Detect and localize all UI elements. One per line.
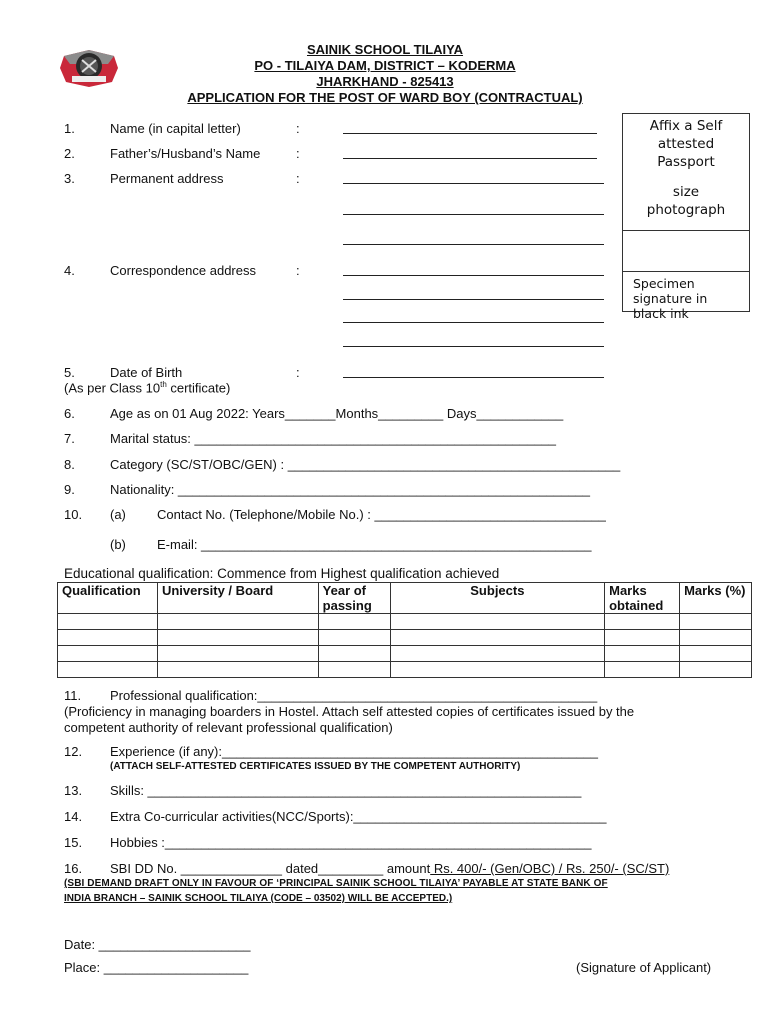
table-cell[interactable] bbox=[680, 630, 752, 646]
table-row bbox=[58, 662, 752, 678]
photo-instruction-2: attested bbox=[657, 136, 715, 152]
date-field[interactable]: Date: _____________________ bbox=[64, 937, 251, 952]
skills-field[interactable]: Skills: ____________________________________________________________ bbox=[110, 783, 582, 798]
field-num-4: 4. bbox=[64, 263, 75, 278]
permanent-address-line-1[interactable] bbox=[343, 183, 604, 184]
table-cell[interactable] bbox=[390, 630, 605, 646]
field-num-11: 11. bbox=[64, 688, 82, 703]
field-num-7: 7. bbox=[64, 431, 75, 446]
education-caption: Educational qualification: Commence from Highest qualification achieved bbox=[64, 566, 500, 581]
colon: : bbox=[296, 121, 300, 136]
table-cell[interactable] bbox=[58, 662, 158, 678]
table-cell[interactable] bbox=[157, 614, 318, 630]
field-num-3: 3. bbox=[64, 171, 75, 186]
name-label: Name (in capital letter) bbox=[110, 121, 241, 136]
field-num-5: 5. bbox=[64, 365, 75, 380]
table-cell[interactable] bbox=[157, 646, 318, 662]
signature-divider bbox=[623, 271, 749, 272]
field-num-16: 16. bbox=[64, 861, 83, 876]
dob-label: Date of Birth bbox=[110, 365, 183, 380]
professional-qualification-field[interactable]: Professional qualification:_______________________________________________ bbox=[110, 688, 598, 703]
name-field[interactable] bbox=[343, 133, 597, 134]
field-num-15: 15. bbox=[64, 835, 83, 850]
table-cell[interactable] bbox=[390, 646, 605, 662]
category-field[interactable]: Category (SC/ST/OBC/GEN) : ______________________________________________ bbox=[110, 457, 621, 472]
professional-note-2: competent authority of relevant professional qualification) bbox=[64, 720, 393, 735]
dd-note-1: (SBI DEMAND DRAFT ONLY IN FAVOUR OF ‘PRINCIPAL SAINIK SCHOOL TILAIYA’ PAYABLE AT STATE BANK OF bbox=[64, 878, 608, 889]
correspondence-address-line-2[interactable] bbox=[343, 299, 604, 300]
col-university: University / Board bbox=[157, 583, 318, 614]
contact-number-field[interactable]: Contact No. (Telephone/Mobile No.) : ________________________________ bbox=[157, 507, 606, 522]
table-cell[interactable] bbox=[680, 614, 752, 630]
field-num-8: 8. bbox=[64, 457, 75, 472]
table-cell[interactable] bbox=[58, 630, 158, 646]
table-cell[interactable] bbox=[605, 614, 680, 630]
experience-note: (ATTACH SELF-ATTESTED CERTIFICATES ISSUED BY THE COMPETENT AUTHORITY) bbox=[110, 761, 521, 772]
table-cell[interactable] bbox=[390, 662, 605, 678]
col-marks: Marks obtained bbox=[605, 583, 680, 614]
permanent-address-line-3[interactable] bbox=[343, 244, 604, 245]
table-cell[interactable] bbox=[318, 662, 390, 678]
nationality-field[interactable]: Nationality: _________________________________________________________ bbox=[110, 482, 591, 497]
experience-field[interactable]: Experience (if any):____________________________________________________ bbox=[110, 744, 598, 759]
table-cell[interactable] bbox=[680, 662, 752, 678]
table-cell[interactable] bbox=[680, 646, 752, 662]
marital-status-field[interactable]: Marital status: __________________________________________________ bbox=[110, 431, 557, 446]
permanent-address-label: Permanent address bbox=[110, 171, 224, 186]
permanent-address-line-2[interactable] bbox=[343, 214, 604, 215]
father-name-label: Father’s/Husband’s Name bbox=[110, 146, 261, 161]
colon: : bbox=[296, 146, 300, 161]
field-num-10: 10. bbox=[64, 507, 83, 522]
school-address: PO - TILAIYA DAM, DISTRICT – KODERMA bbox=[254, 58, 516, 73]
col-qualification: Qualification bbox=[58, 583, 158, 614]
field-num-2: 2. bbox=[64, 146, 75, 161]
table-cell[interactable] bbox=[605, 646, 680, 662]
professional-note: (Proficiency in managing boarders in Hostel. Attach self attested copies of certificates issued by the bbox=[64, 704, 635, 719]
correspondence-address-label: Correspondence address bbox=[110, 263, 256, 278]
school-state: JHARKHAND - 825413 bbox=[316, 74, 454, 89]
correspondence-address-line-4[interactable] bbox=[343, 346, 604, 347]
contact-sub-b: (b) bbox=[110, 537, 126, 552]
table-cell[interactable] bbox=[318, 630, 390, 646]
place-field[interactable]: Place: ____________________ bbox=[64, 960, 249, 975]
dd-note-2: INDIA BRANCH – SAINIK SCHOOL TILAIYA (CODE – 03502) WILL BE ACCEPTED.) bbox=[64, 893, 453, 904]
photo-instruction-5: photograph bbox=[646, 202, 726, 218]
correspondence-address-line-3[interactable] bbox=[343, 322, 604, 323]
col-subjects: Subjects bbox=[390, 583, 605, 614]
table-cell[interactable] bbox=[318, 614, 390, 630]
contact-sub-a: (a) bbox=[110, 507, 126, 522]
photo-instruction-3: Passport bbox=[657, 154, 715, 170]
table-cell[interactable] bbox=[605, 630, 680, 646]
age-field[interactable]: Age as on 01 Aug 2022: Years_______Months_________ Days____________ bbox=[110, 406, 564, 421]
field-num-9: 9. bbox=[64, 482, 75, 497]
hobbies-field[interactable]: Hobbies :___________________________________________________________ bbox=[110, 835, 592, 850]
colon: : bbox=[296, 171, 300, 186]
table-row bbox=[58, 614, 752, 630]
table-cell[interactable] bbox=[58, 646, 158, 662]
field-num-1: 1. bbox=[64, 121, 75, 136]
col-year: Year of passing bbox=[318, 583, 390, 614]
colon: : bbox=[296, 263, 300, 278]
table-cell[interactable] bbox=[157, 630, 318, 646]
photo-instruction-1: Affix a Self bbox=[649, 118, 723, 134]
table-cell[interactable] bbox=[157, 662, 318, 678]
table-cell[interactable] bbox=[318, 646, 390, 662]
photo-instruction-4: size bbox=[672, 184, 700, 200]
table-row bbox=[58, 630, 752, 646]
field-num-14: 14. bbox=[64, 809, 83, 824]
correspondence-address-line-1[interactable] bbox=[343, 275, 604, 276]
father-name-field[interactable] bbox=[343, 158, 597, 159]
dob-note: (As per Class 10th certificate) bbox=[64, 380, 231, 396]
field-num-6: 6. bbox=[64, 406, 75, 421]
colon: : bbox=[296, 365, 300, 380]
education-table bbox=[57, 582, 752, 678]
dd-amount: Rs. 400/- (Gen/OBC) / Rs. 250/- (SC/ST) bbox=[430, 861, 670, 876]
table-cell[interactable] bbox=[605, 662, 680, 678]
table-row bbox=[58, 646, 752, 662]
email-field[interactable]: E-mail: ______________________________________________________ bbox=[157, 537, 592, 552]
field-num-13: 13. bbox=[64, 783, 83, 798]
extra-curricular-field[interactable]: Extra Co-curricular activities(NCC/Sports):___________________________________ bbox=[110, 809, 607, 824]
dd-field[interactable]: SBI DD No. ______________ dated_________ amount Rs. 400/- (Gen/OBC) / Rs. 250/- (SC/ST) bbox=[110, 861, 670, 876]
form-title: APPLICATION FOR THE POST OF WARD BOY (CONTRACTUAL) bbox=[187, 90, 583, 105]
specimen-signature-label: Specimen signature in black ink bbox=[633, 276, 708, 321]
field-num-12: 12. bbox=[64, 744, 83, 759]
dob-field[interactable] bbox=[343, 377, 604, 378]
applicant-signature-label: (Signature of Applicant) bbox=[576, 960, 712, 975]
table-cell[interactable] bbox=[58, 614, 158, 630]
col-percent: Marks (%) bbox=[680, 583, 752, 614]
school-name: SAINIK SCHOOL TILAIYA bbox=[306, 42, 464, 57]
photo-signature-box bbox=[622, 113, 750, 321]
photo-divider bbox=[623, 230, 749, 231]
table-cell[interactable] bbox=[390, 614, 605, 630]
